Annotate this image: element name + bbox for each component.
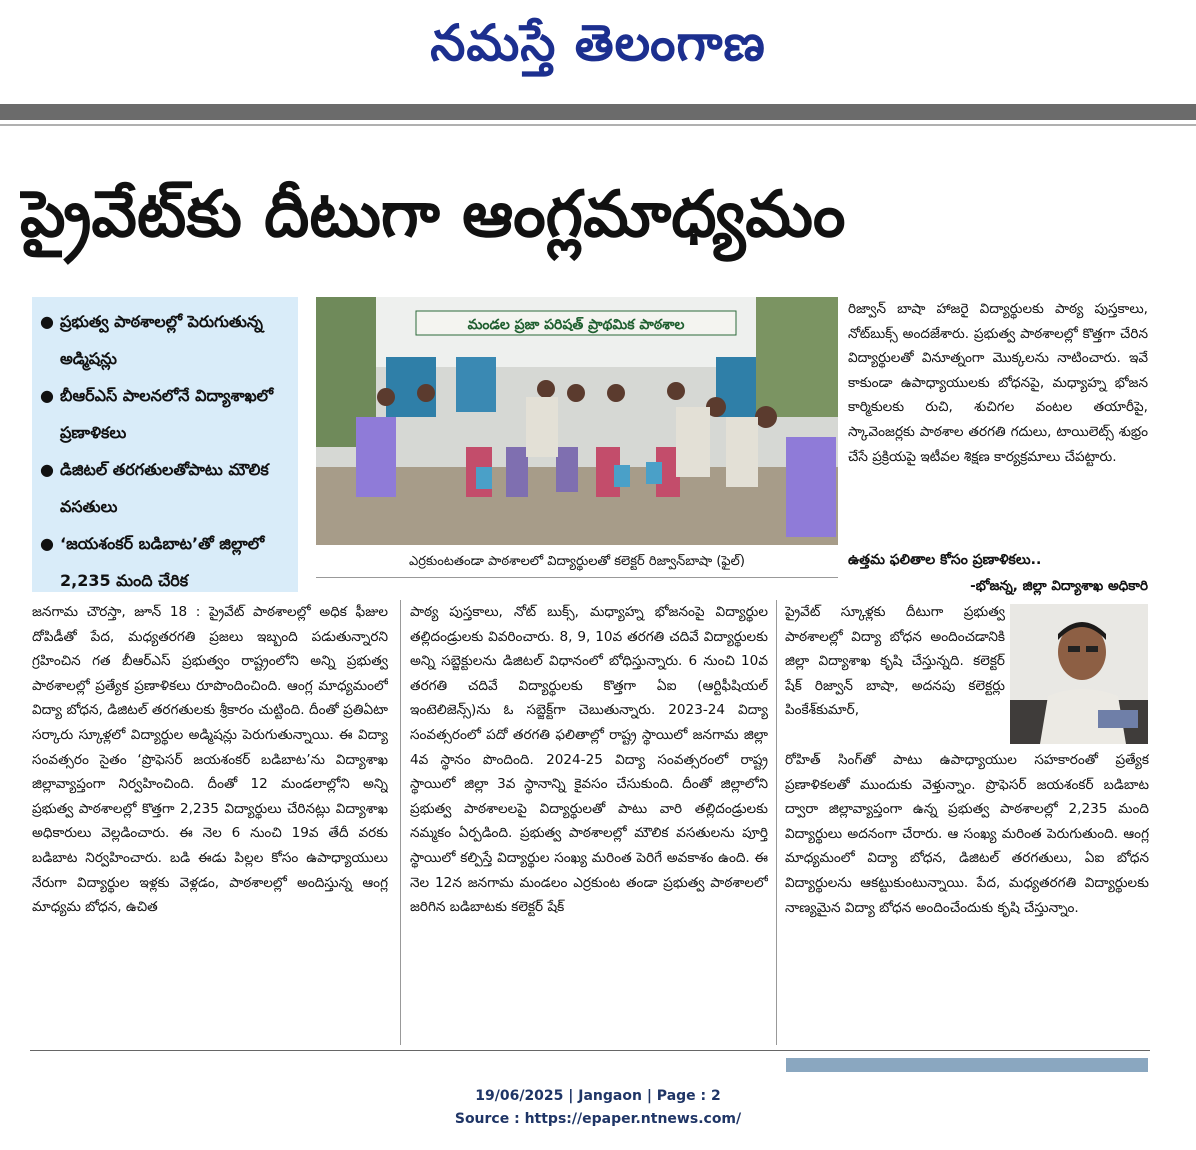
sub-heading: ఉత్తమ ఫలితాల కోసం ప్రణాళికలు..	[848, 552, 1042, 568]
highlight-item	[40, 303, 292, 377]
bullet-icon: ●	[40, 386, 54, 405]
bottom-rule	[30, 1050, 1150, 1051]
article-column-right-top: రిజ్వాన్ బాషా హాజరై విద్యార్థులకు పాఠ్య పుస్తకాలు, నోట్‌బుక్స్ అందజేశారు. ప్రభుత్వ పాఠశాలల్లో కొత్తగా చేరిన విద్యార్థులతో వినూత్నంగా మొక్కలను నాటించారు. ఇవే కాకుండా ఉపాధ్యాయులకు బోధనపై, మధ్యాహ్న భోజన కార్మికులకు రుచి, శుచిగల వంటల తయారీపై, స్కావెంజర్లకు పాఠశాల తరగతి గదులు, టాయిలెట్స్ శుభ్రం చేసే ప్రక్రియపై ఇటీవల శిక్షణ కార్యక్రమాలు చేపట్టారు.	[848, 301, 1148, 465]
highlight-item	[40, 525, 292, 599]
highlight-text: ‘జయశంకర్ బడిబాట’తో జిల్లాలో 2,235 మంది చేరిక	[60, 534, 265, 590]
highlight-text: డిజిటల్ తరగతులతోపాటు మౌలిక వసతులు	[60, 460, 269, 516]
bullet-icon: ●	[40, 312, 54, 331]
article-column-2: పాఠ్య పుస్తకాలు, నోట్ బుక్స్, మధ్యాహ్న భోజనంపై విద్యార్థుల తల్లిదండ్రులకు వివరించారు. 8, 9, 10వ తరగతి చదివే విద్యార్థులకు అన్ని సబ్జెక్టులను డిజిటల్ విధానంలో బోధిస్తున్నారు. 6 నుంచి 10వ తరగతి చదివే విద్యార్థులకు కొత్తగా ఏఐ (ఆర్టిఫీషియల్ ఇంటెలిజెన్స్)ను ఓ సబ్జెక్ట్‌గా చెబుతున్నారు. 2023-24 విద్యా సంవత్సరంలో పదో తరగతి ఫలితాల్లో రాష్ట్ర స్థాయిలో జనగామ జిల్లా 4వ స్థానం పొందింది. 2024-25 విద్యా సంవత్సరంలో రాష్ట్ర స్థాయిలో జిల్లా 3వ స్థానాన్ని కైవసం చేసుకుంది. దీంతో జిల్లాలోని ప్రభుత్వ పాఠశాలలపై విద్యార్థులతో పాటు వారి తల్లిదండ్రులకు నమ్మకం ఏర్పడింది. ప్రభుత్వ పాఠశాలల్లో మౌలిక వసతులను పూర్తి స్థాయిలో కల్పిస్తే విద్యార్థుల సంఖ్య మరింత పెరిగే అవకాశం ఉంది. ఈ నెల 12న జనగామ మండలం ఎర్రకుంట తండా ప్రభుత్వ పాఠశాలలో జరిగిన బడిబాటకు కలెక్టర్ షేక్	[410, 604, 768, 916]
article-column-1: జనగామ చౌరస్తా, జూన్ 18 : ప్రైవేట్ పాఠశాలల్లో అధిక ఫీజుల దోపిడీతో పేద, మధ్యతరగతి ప్రజలు ఇబ్బంది పడుతున్నారని గ్రహించిన గత బీఆర్ఎస్ ప్రభుత్వం రాష్ట్రంలోని అన్ని ప్రభుత్వ పాఠశాలల్లో ప్రత్యేక ప్రణాళికలు రూపొందించింది. ఆంగ్ల మాధ్యమంలో విద్యా బోధన, డిజిటల్ తరగతులకు శ్రీకారం చుట్టింది. దీంతో ప్రతిఏటా సర్కారు స్కూళ్లలో విద్యార్థుల అడ్మిషన్లు పెరుగుతున్నాయి. ఈ విద్యా సంవత్సరం సైతం ‘ప్రొఫెసర్ జయశంకర్ బడిబాట’ను విద్యాశాఖ జిల్లావ్యాప్తంగా నిర్వహించింది. దీంతో 12 మండలాల్లోని అన్ని ప్రభుత్వ పాఠశాలల్లో కొత్తగా 2,235 విద్యార్థులు చేరినట్లు విద్యాశాఖ అధికారులు వెల్లడించారు. ఈ నెల 6 నుంచి 19వ తేదీ వరకు బడిబాట నిర్వహించారు. బడి ఈడు పిల్లల కోసం ఉపాధ్యాయులు నేరుగా విద్యార్థుల ఇళ్లకు వెళ్లడం, పాఠశాలల్లో అందిస్తున్న ఆంగ్ల మాధ్యమ బోధన, ఉచిత	[32, 604, 388, 916]
photo-caption: ఎర్రకుంటతండా పాఠశాలలో విద్యార్థులతో కలెక్టర్ రిజ్వాన్‌బాషా (ఫైల్)	[316, 547, 838, 578]
masthead-rule	[0, 104, 1196, 120]
footer-date-edition: 19/06/2025 | Jangaon | Page : 2	[475, 1088, 721, 1104]
officer-portrait-image	[1010, 604, 1148, 744]
next-photo-strip	[786, 1058, 1148, 1072]
highlight-text: బీఆర్ఎస్ పాలనలోనే విద్యాశాఖలో ప్రణాళికలు	[60, 386, 274, 442]
article-column-3: ప్రైవేట్ స్కూళ్లకు దీటుగా ప్రభుత్వ పాఠశాలల్లో విద్యా బోధన అందించడానికి జిల్లా విద్యాశాఖ కృషి చేస్తున్నది. కలెక్టర్ షేక్ రిజ్వాన్ బాషా, అదనపు కలెక్టర్లు పింకేశ్‌కుమార్,	[785, 604, 1005, 719]
school-banner-text: మండల ప్రజా పరిషత్ ప్రాథమిక పాఠశాల	[467, 317, 685, 333]
masthead	[0, 0, 1196, 100]
column-divider	[400, 600, 401, 1045]
officer-portrait	[1010, 604, 1148, 744]
byline: -భోజన్న, జిల్లా విద్యాశాఖ అధికారి	[970, 578, 1148, 594]
column-divider	[776, 600, 777, 1045]
highlights-box	[32, 297, 298, 592]
footer-source: Source : https://epaper.ntnews.com/	[454, 1111, 742, 1127]
masthead-title: నమస్తే తెలంగాణ	[430, 14, 766, 72]
school-photo	[316, 297, 838, 545]
highlight-item	[40, 451, 292, 525]
article-column-3-continued: రోహిత్ సింగ్‌తో పాటు ఉపాధ్యాయుల సహకారంతో ప్రత్యేక ప్రణాళికలతో ముందుకు వెళ్తున్నాం. ప్రొఫెసర్ జయశంకర్ బడిబాట ద్వారా జిల్లావ్యాప్తంగా ఉన్న ప్రభుత్వ పాఠశాలల్లో 2,235 మంది విద్యార్థులు అదనంగా చేరారు. ఆ సంఖ్య మరింత పెరుగుతుంది. ఆంగ్ల మాధ్యమంలో విద్యా బోధన, డిజిటల్ తరగతులు, ఏఐ బోధన విద్యార్థులను ఆకట్టుకుంటున్నాయి. పేద, మధ్యతరగతి విద్యార్థులకు నాణ్యమైన విద్యా బోధన అందించేందుకు కృషి చేస్తున్నాం.	[785, 752, 1149, 916]
headline: ప్రైవేట్‌కు దీటుగా ఆంగ్లమాధ్యమం	[20, 178, 846, 252]
highlight-item	[40, 377, 292, 451]
school-photo-image	[316, 297, 838, 545]
bullet-icon: ●	[40, 534, 54, 553]
bullet-icon: ●	[40, 460, 54, 479]
masthead-thin-rule	[0, 124, 1196, 126]
highlight-text: ప్రభుత్వ పాఠశాలల్లో పెరుగుతున్న అడ్మిషన్లు	[60, 312, 263, 368]
